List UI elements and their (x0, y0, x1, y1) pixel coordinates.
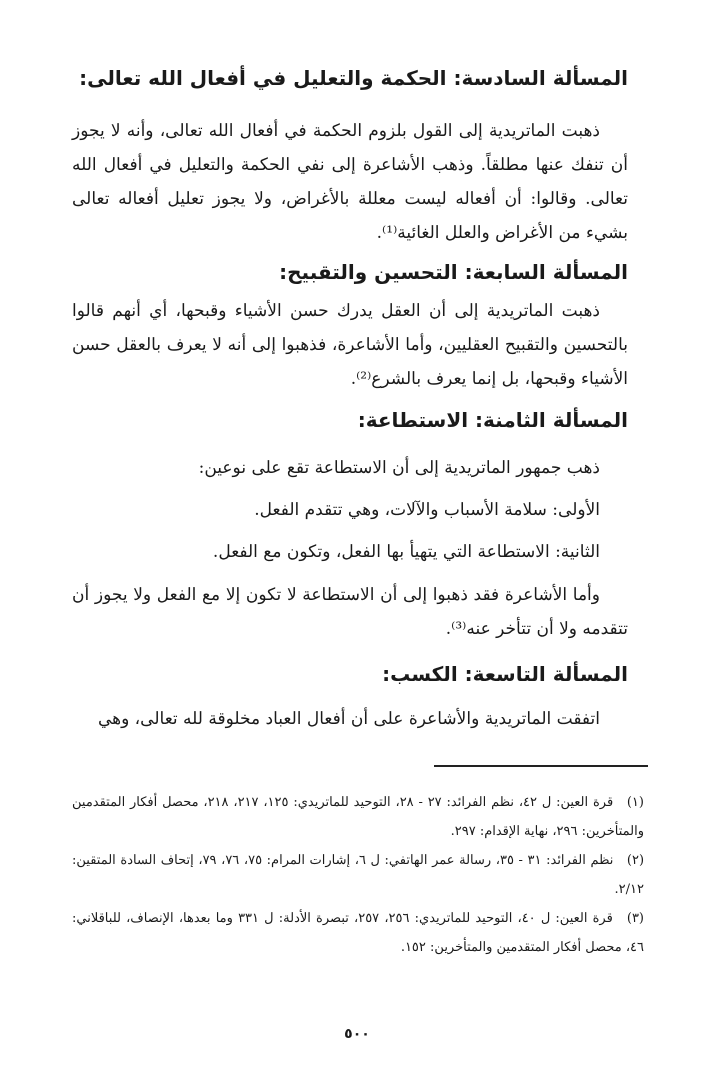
section-9-paragraph: اتفقت الماتريدية والأشاعرة على أن أفعال العباد مخلوقة لله تعالى، وهي (97, 709, 600, 729)
section-9-heading: المسألة التاسعة: الكسب: (382, 662, 628, 686)
footnote-text: قرة العين: ل ٤٠، التوحيد للماتريدي: ٢٥٦، ٢٥٧، تبصرة الأدلة: ل ٣٣١ وما بعدها، الإنصاف، للباقلاني: ٤٦، محصل أفكار المتقدمين والمتأخرين: ١٥٢. (72, 911, 644, 955)
section-8-intro: ذهب جمهور الماتريدية إلى أن الاستطاعة تقع على نوعين: (198, 458, 600, 478)
footnote-3 (72, 904, 644, 962)
footnote-text: نظم الفرائد: ٣١ - ٣٥، رسالة عمر الهاتفي: ل ٦، إشارات المرام: ٧٥، ٧٦، ٧٩، إتحاف السادة المتقين: ٢/١٢. (72, 853, 644, 897)
footnote-number: (٢) (626, 853, 645, 868)
section-6-body (72, 114, 628, 250)
section-8-second-type: الثانية: الاستطاعة التي يتهيأ بها الفعل، وتكون مع الفعل. (212, 542, 600, 562)
section-7-body (72, 294, 628, 396)
section-8-paragraph: وأما الأشاعرة فقد ذهبوا إلى أن الاستطاعة لا تكون إلا مع الفعل ولا يجوز أن تتقدمه ولا أن تتأخر عنه⁽³⁾. (72, 585, 628, 639)
footnote-2 (72, 846, 644, 904)
section-6-heading: المسألة السادسة: الحكمة والتعليل في أفعال الله تعالى: (79, 66, 628, 90)
section-9-body (72, 702, 628, 736)
section-7-heading: المسألة السابعة: التحسين والتقبيح: (279, 260, 628, 284)
section-8-body (72, 578, 628, 646)
footnote-number: (١) (626, 795, 644, 810)
section-6-paragraph: ذهبت الماتريدية إلى القول بلزوم الحكمة في أفعال الله تعالى، وأنه لا يجوز أن تنفك عنها مطلقاً. وذهب الأشاعرة إلى نفي الحكمة والتعليل في أفعال الله تعالى. وقالوا: أن أفعاله ليست معللة بالأغراض، ولا يجوز تعليل أفعاله تعالى بشيء من الأغراض والعلل الغائية⁽¹⁾. (72, 121, 628, 243)
footnote-1 (72, 788, 644, 846)
section-8-first-type: الأولى: سلامة الأسباب والآلات، وهي تتقدم الفعل. (254, 500, 600, 520)
footnote-separator (434, 765, 648, 767)
footnote-text: قرة العين: ل ٤٢، نظم الفرائد: ٢٧ - ٢٨، التوحيد للماتريدي: ١٢٥، ٢١٧، ٢١٨، محصل أفكار المتقدمين والمتأخرين: ٢٩٦، نهاية الإقدام: ٢٩٧. (72, 795, 644, 839)
footnote-number: (٣) (626, 911, 644, 926)
section-7-paragraph: ذهبت الماتريدية إلى أن العقل يدرك حسن الأشياء وقبحها، أي أنهم قالوا بالتحسين والتقبيح العقليين، وأما الأشاعرة، فذهبوا إلى أنه لا يعرف بالعقل حسن الأشياء وقبحها، بل إنما يعرف بالشرع⁽²⁾. (72, 301, 628, 389)
section-8-heading: المسألة الثامنة: الاستطاعة: (357, 408, 628, 432)
page-number: ٥٠٠ (344, 1026, 370, 1042)
